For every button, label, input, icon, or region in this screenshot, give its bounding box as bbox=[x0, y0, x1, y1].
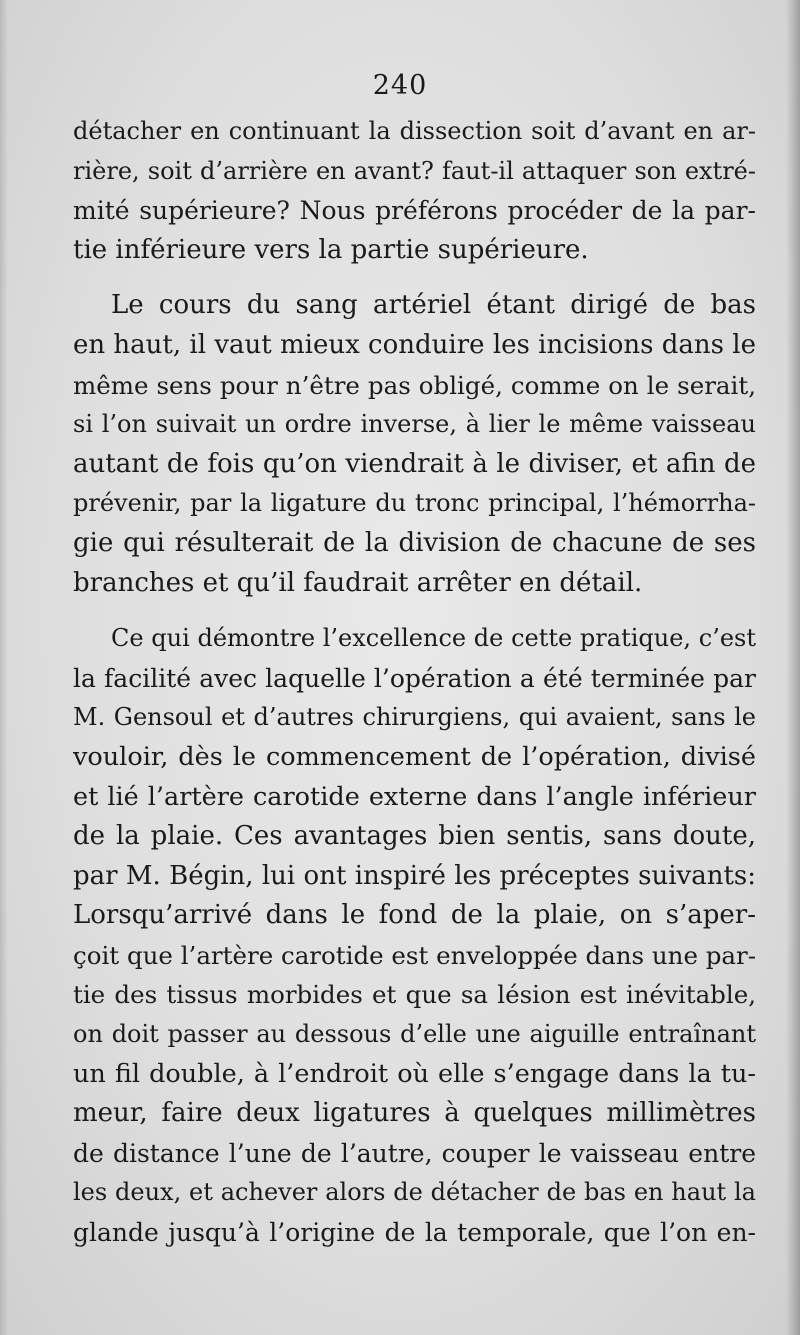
page-shadow-left bbox=[0, 0, 8, 1335]
paragraph-3 bbox=[73, 619, 756, 1253]
text-line: gie qui résulterait de la division de chacune de ses bbox=[73, 527, 756, 558]
text-line: détacher en continuant la dissection soit d’avant en ar- bbox=[73, 117, 756, 145]
text-line: M. Gensoul et d’autres chirurgiens, qui avaient, sans le bbox=[73, 703, 756, 732]
text-line: les deux, et achever alors de détacher de bas en haut la bbox=[73, 1178, 756, 1207]
text-line: tie inférieure vers la partie supérieure. bbox=[73, 234, 589, 265]
text-line: tie des tissus morbides et que sa lésion est inévitable, bbox=[73, 980, 756, 1010]
text-line: de la plaie. Ces avantages bien sentis, sans doute, bbox=[73, 821, 756, 852]
text-line: prévenir, par la ligature du tronc principal, l’hémorrha- bbox=[73, 489, 756, 518]
text-line: un fil double, à l’endroit où elle s’engage dans la tu- bbox=[73, 1058, 756, 1089]
text-line: rière, soit d’arrière en avant? faut-il attaquer son extré- bbox=[73, 156, 756, 185]
text-line: branches et qu’il faudrait arrêter en détail. bbox=[73, 567, 643, 598]
text-line: on doit passer au dessous d’elle une aiguille entraînant bbox=[73, 1020, 756, 1049]
text-line: de distance l’une de l’autre, couper le vaisseau entre bbox=[73, 1138, 756, 1168]
text-line: la facilité avec laquelle l’opération a été terminée par bbox=[73, 663, 756, 693]
text-line: en haut, il vaut mieux conduire les incisions dans le bbox=[73, 329, 756, 360]
text-line: par M. Bégin, lui ont inspiré les préceptes suivants: bbox=[73, 860, 756, 891]
text-line: Lorsqu’arrivé dans le fond de la plaie, on s’aper- bbox=[73, 900, 756, 931]
text-line: çoit que l’artère carotide est enveloppée dans une par- bbox=[73, 940, 757, 970]
text-line: Le cours du sang artériel étant dirigé de bas bbox=[111, 290, 756, 321]
text-line: Ce qui démontre l’excellence de cette pratique, c’est bbox=[111, 624, 756, 653]
body-text bbox=[73, 112, 756, 1253]
text-line: vouloir, dès le commencement de l’opération, divisé bbox=[73, 741, 756, 772]
page-number: 240 bbox=[372, 70, 428, 101]
paragraph-2 bbox=[73, 286, 756, 603]
text-line: si l’on suivait un ordre inverse, à lier le même vaisseau bbox=[73, 410, 756, 439]
paragraph-1 bbox=[73, 112, 756, 270]
text-line: glande jusqu’à l’origine de la temporale, que l’on en- bbox=[73, 1218, 756, 1248]
text-line: meur, faire deux ligatures à quelques millimètres bbox=[73, 1098, 756, 1129]
text-line: mité supérieure? Nous préférons procéder de la par- bbox=[73, 196, 756, 226]
text-line: et lié l’artère carotide externe dans l’angle inférieur bbox=[73, 781, 756, 812]
text-line: même sens pour n’être pas obligé, comme on le serait, bbox=[73, 370, 756, 400]
text-line: autant de fois qu’on viendrait à le diviser, et afin de bbox=[73, 448, 756, 479]
page-shadow-right bbox=[786, 0, 800, 1335]
